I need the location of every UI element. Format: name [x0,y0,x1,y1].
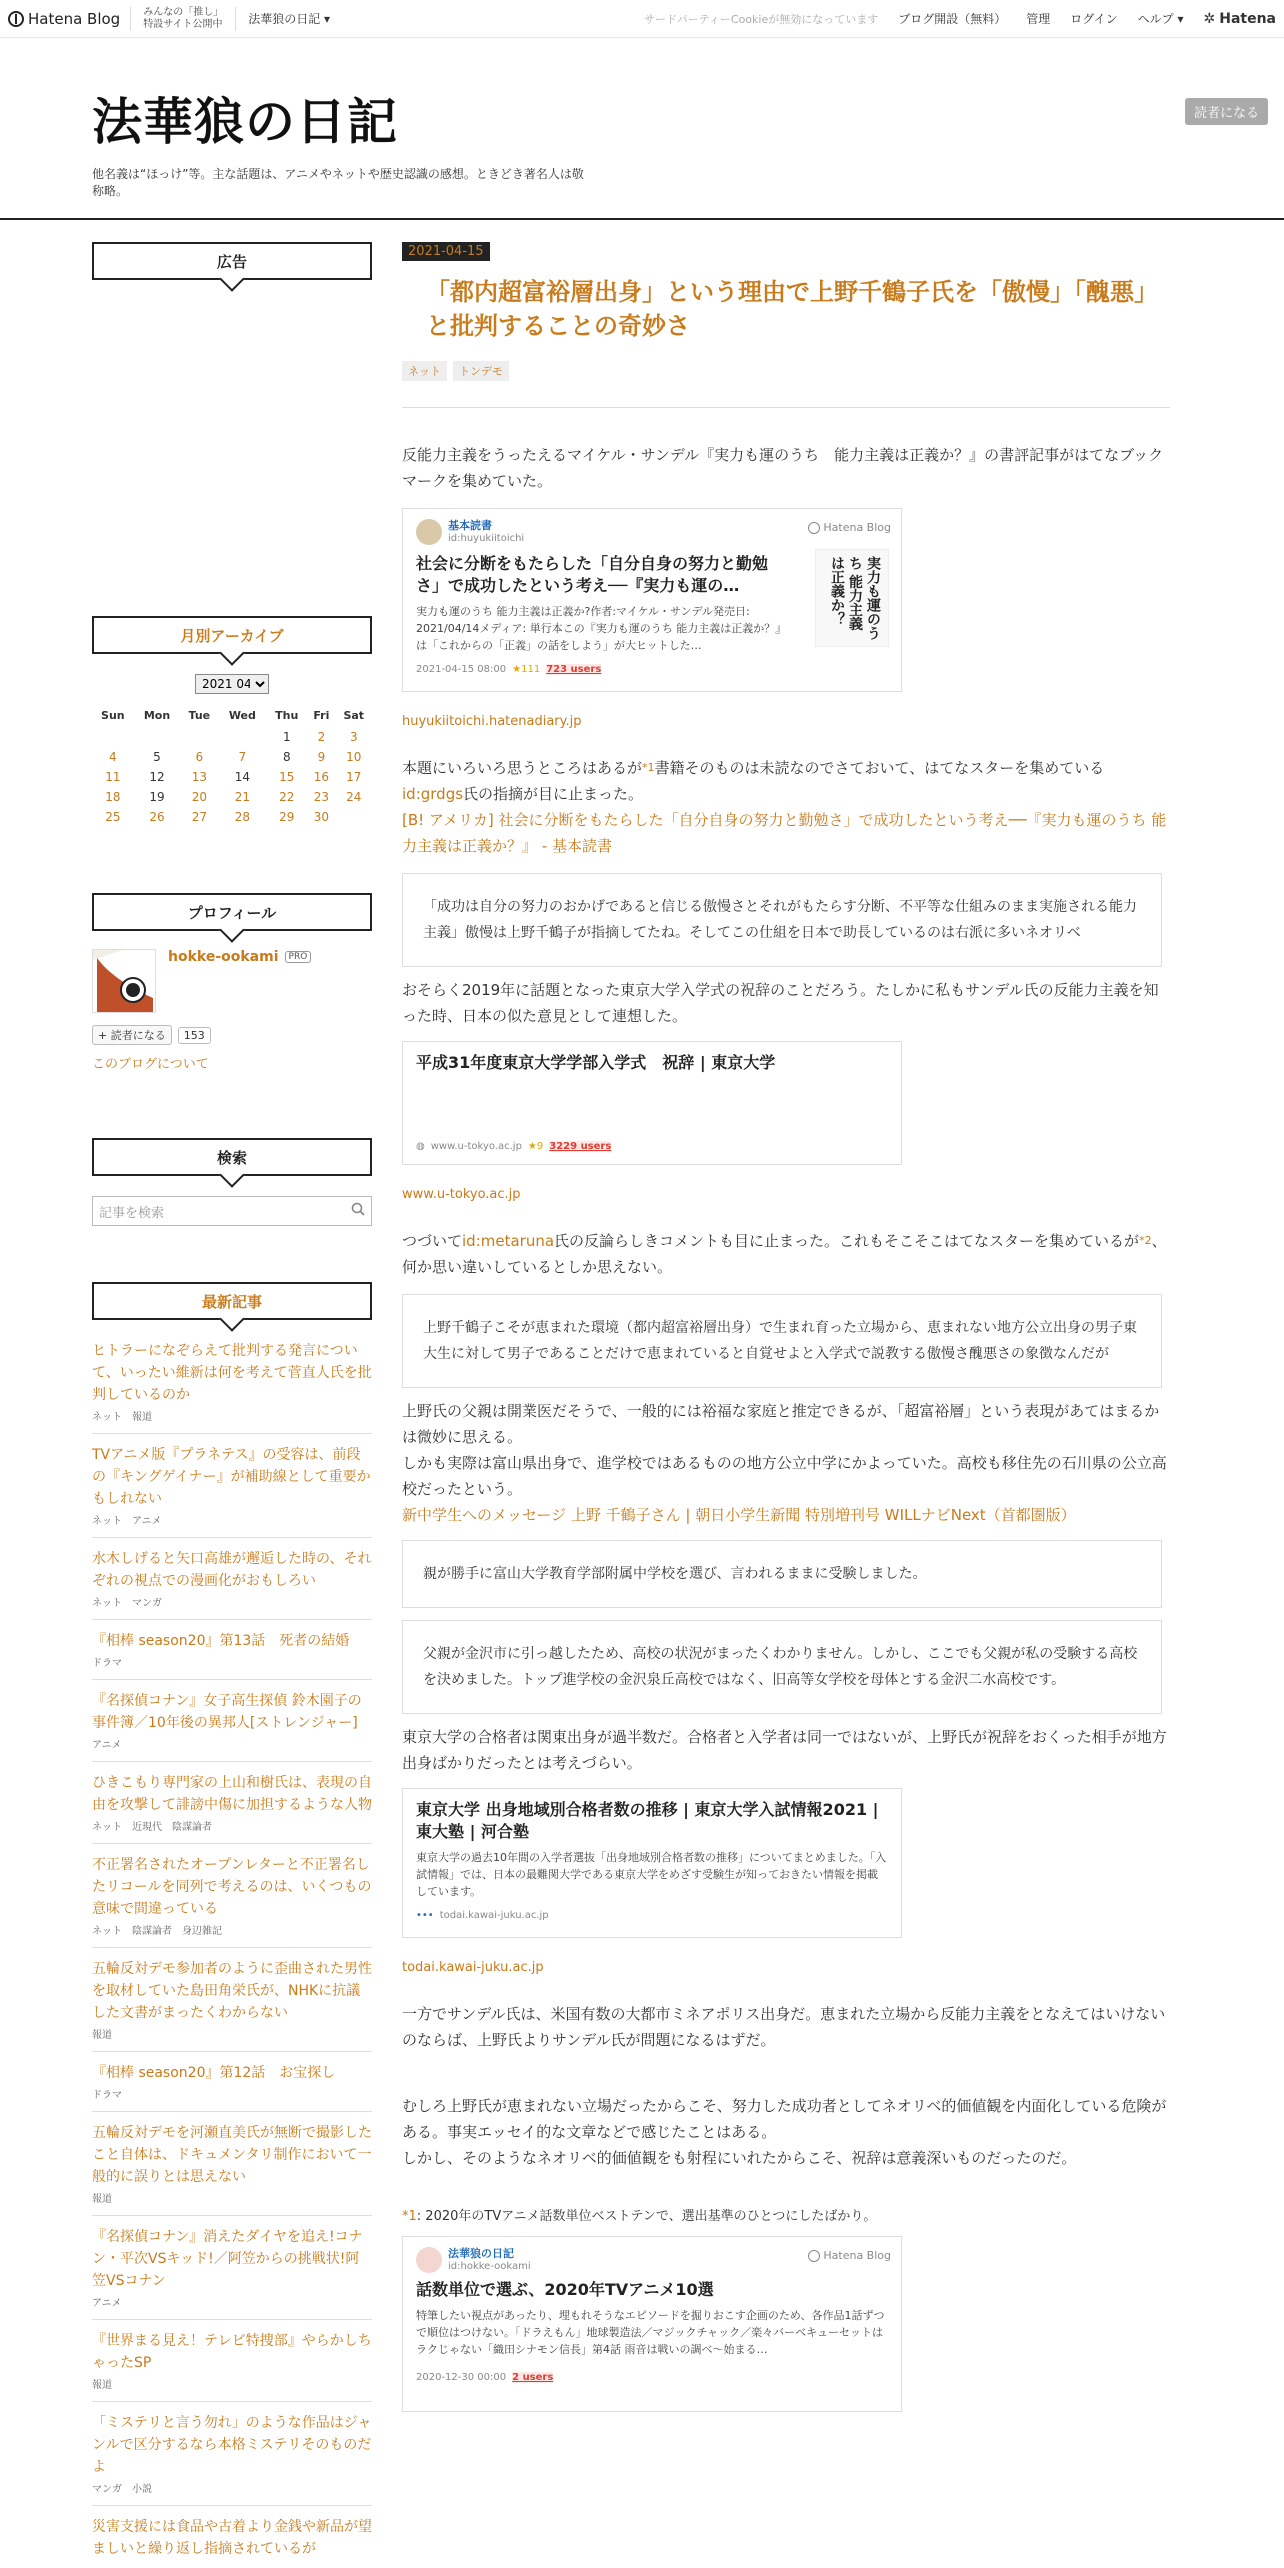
footnote-ref[interactable]: *2 [1139,1234,1152,1247]
subscriber-count: 153 [178,1027,211,1044]
hatena-blog-icon [8,11,24,27]
site-favicon-icon: ••• [416,1910,434,1921]
archive-module-title: 月別アーカイブ [92,616,372,654]
category-link[interactable]: アニメ [92,2298,122,2309]
calendar-day: 19 [149,790,165,804]
paragraph: おそらく2019年に話題となった東京大学入学式の祝辞のことだろう。たしかに私もサンデル氏の反能力主義を知った時、日本の似た意見として連想した。 [402,981,1159,1025]
entry-categories [402,361,1170,381]
category-tag[interactable]: ネット [402,361,447,381]
calendar-day[interactable]: 24 [346,790,362,804]
calendar-day: 1 [282,730,291,744]
recent-entry-link[interactable]: 『相棒 season20』第12話 お宝探し [92,2065,336,2081]
calendar-day[interactable]: 30 [313,810,330,824]
help-menu[interactable]: ヘルプ ▾ [1137,12,1184,26]
card-excerpt: 東京大学の過去10年間の入学者選抜「出身地域別合格者数の推移」についてまとめました。「入試情報」では、日本の最難関大学である東京大学をめざす受験生が知っておきたい情報を掲載しています。 [416,1851,887,1898]
hatena-blog-badge: Hatena Blog [808,2249,891,2262]
calendar-day-header: Wed [228,709,256,722]
calendar-day [336,807,372,827]
calendar-day[interactable]: 3 [349,730,358,744]
recent-entry-link[interactable]: 『相棒 season20』第13話 死者の結婚 [92,1633,350,1649]
blockquote: 「成功は自分の努力のおかげであると信じる傲慢さとそれがもたらす分断、不平等な仕組みのまま実施される能力主義」傲慢は上野千鶴子が指摘してたね。そしてこの仕組を日本で助長しているのは右派に多いネオリベ [402,873,1162,967]
card-date: 2020-12-30 00:00 [416,2372,507,2383]
category-link[interactable]: マンガ [132,1598,162,1609]
recent-entry-categories [92,1922,372,1937]
paragraph: 上野氏の父親は開業医だそうで、一般的には裕福な家庭と推定できるが、「超富裕層」という表現があてはまるかは微妙に思える。 しかも実際は富山県出身で、進学校ではあるものの地方公立中学にかよっていた。高校も移住先の石川県の公立高校だったという。 新中学生へのメッセージ 上野 千鶴子さん | 朝日小学生新聞 特別増刊号 WILLナビNext（首都圏版） [402,1402,1167,1524]
search-module-title: 検索 [92,1138,372,1176]
list-item [92,1948,372,2052]
blog-menu-dropdown[interactable]: 法華狼の日記 ▾ [248,12,331,26]
user-link[interactable]: id:metaruna [462,1232,555,1250]
list-item [92,2052,372,2112]
recent-entry-categories [92,1736,372,1751]
blog-card[interactable]: 法華狼の日記 id:hokke-ookami Hatena Blog 話数単位で選ぶ、2020年TVアニメ10選 特筆したい視点があったり、埋もれそうなエピソードを掘りおこす企画のため、各作品1話ずつで順位はつけない。「ドラえもん」地球製造法／マジックチャック／楽々バーベキューセットはラクじゃない「織田シナモン信長」第4話 雨音は戦いの調べ～始まる… 2020-12-30 00:00 2 users [402,2236,902,2412]
admin-link[interactable]: 管理 [1026,12,1051,26]
category-link[interactable]: 陰謀論者 [132,1926,172,1937]
calendar-day[interactable]: 11 [105,770,121,784]
calendar-day-header: Sun [101,709,125,722]
recent-entry-categories [92,1512,372,1527]
list-item [92,2112,372,2216]
calendar-day[interactable]: 20 [191,790,207,804]
global-header [0,0,1284,38]
open-blog-link[interactable]: ブログ開設（無料） [898,12,1007,26]
calendar-day[interactable]: 27 [191,810,207,824]
hatena-blog-logo[interactable]: Hatena Blog [8,7,131,31]
cookie-notice[interactable]: サードパーティーCookieが無効になっています [643,12,879,26]
recent-entry-link[interactable]: 災害支援には食品や古着より金銭や新品が望ましいと繰り返し指摘されているが [92,2519,372,2557]
globe-icon: ◍ [416,1141,425,1152]
recent-module-title: 最新記事 [92,1282,372,1320]
calendar-day[interactable]: 22 [279,790,295,804]
calendar-day[interactable]: 10 [346,750,362,764]
profile-module-title: プロフィール [92,893,372,931]
blog-header [0,38,1284,220]
card-excerpt: 特筆したい視点があったり、埋もれそうなエピソードを掘りおこす企画のため、各作品1話ずつで順位はつけない。「ドラえもん」地球製造法／マジックチャック／楽々バーベキューセットはラクじゃない「織田シナモン信長」第4話 雨音は戦いの調べ～始まる… [416,2309,885,2356]
footnote-backref[interactable]: *1 [402,2209,417,2224]
paragraph: 反能力主義をうったえるマイケル・サンデル『実力も運のうち 能力主義は正義か？』の書評記事がはてなブックマークを集めていた。 [402,446,1164,490]
recent-entries [92,1340,372,2568]
list-item [92,1340,372,1434]
blockquote: 父親が金沢市に引っ越したため、高校の状況がまったくわかりません。しかし、ここでも父親が私の受験する高校を決めました。トップ進学校の金沢泉丘高校ではなく、旧高等女学校を母体とする金沢二水高校です。 [402,1620,1162,1714]
entry-date[interactable]: 2021-04-15 [402,242,490,261]
calendar-day[interactable]: 17 [346,770,362,784]
recent-entry-link[interactable]: 『名探偵コナン』消えたダイヤを追え!コナン・平次VSキッド!／阿笠からの挑戦状!阿笠VSコナン [92,2229,363,2289]
ad-space [92,280,372,616]
card-stars: ★9 [527,1141,544,1152]
card-source-link[interactable]: www.u-tokyo.ac.jp [402,1187,521,1202]
recent-entry-categories [92,2480,372,2495]
calendar-day[interactable]: 2 [317,730,326,744]
book-cover: 実力も運のうち 能力主義は正義か？ [815,549,889,647]
category-tag[interactable]: トンデモ [453,361,509,381]
recent-entry-link[interactable]: ヒトラーになぞらえて批判する発言について、いったい維新は何を考えて菅直人氏を批判しているのか [92,1343,372,1403]
search-icon[interactable] [351,1202,365,1220]
list-item [92,2506,372,2568]
category-link[interactable]: 報道 [92,2194,112,2205]
category-link[interactable]: アニメ [92,1740,122,1751]
profile-subscribe-button[interactable]: + 読者になる [92,1025,172,1045]
card-title: 平成31年度東京大学学部入学式 祝辞 | 東京大学 [416,1053,776,1072]
blog-description: 他名義は“ほっけ”等。主な話題は、アニメやネットや歴史認識の感想。ときどき著名人は敬称略。 [92,167,584,198]
card-bookmark-users[interactable]: 723 users [546,664,602,675]
calendar-day[interactable]: 18 [105,790,121,804]
recent-entry-categories [92,2376,372,2391]
avatar[interactable] [92,949,156,1013]
sidebar [92,220,372,2568]
list-item [92,1434,372,1538]
recent-entry-categories [92,2026,372,2041]
blog-title[interactable]: 法華狼の日記 [92,93,398,151]
category-link[interactable]: ドラマ [92,2090,122,2101]
list-item [92,1844,372,1948]
category-link[interactable]: アニメ [132,1516,162,1527]
calendar-day: 12 [149,770,165,784]
recent-entry-link[interactable]: 不正署名されたオープンレターと不正署名したリコールを同列で考えるのは、いくつもの意味で間違っている [92,1857,372,1917]
card-date: 2021-04-15 08:00 [416,664,507,675]
calendar-day [92,727,134,747]
about-blog-link[interactable]: このブログについて [92,1057,209,1072]
ad-module-title: 広告 [92,242,372,280]
calendar-day[interactable]: 15 [279,770,295,784]
calendar-day-header: Mon [143,709,171,722]
card-excerpt: 実力も運のうち 能力主義は正義か?作者:マイケル・サンデル発売日: 2021/04/14メディア: 単行本この『実力も運のうち 能力主義は正義か？』は「これからの「正義」の話をしよう」が大ヒットした… [416,605,781,652]
calendar-day[interactable]: 29 [279,810,295,824]
calendar-day [180,727,218,747]
calendar-day: 5 [153,750,161,764]
category-link[interactable]: ネット [92,1822,122,1833]
calendar-day [218,727,266,747]
paragraph: むしろ上野氏が恵まれない立場だったからこそ、努力した成功者としてネオリベ的価値観を内面化している危険がある。事実エッセイ的な文章などで感じたことはある。 しかし、そのようなネオリベ的価値観をも射程にいれたからこそ、祝辞は意義深いものだったのだ。 [402,2097,1167,2167]
paragraph: 一方でサンデル氏は、米国有数の大都市ミネアポリス出身だ。恵まれた立場から反能力主義をとなえてはいけないのならば、上野氏よりサンデル氏が問題になるはずだ。 [402,2005,1166,2049]
footnote-ref[interactable]: *1 [642,761,655,774]
article-source-link[interactable]: 新中学生へのメッセージ 上野 千鶴子さん | 朝日小学生新聞 特別増刊号 WILLナビNext（首都圏版） [402,1506,1076,1524]
calendar-day[interactable]: 13 [191,770,207,784]
list-item [92,2216,372,2320]
archive-calendar [92,706,372,827]
footnote: *1: 2020年のTVアニメ話数単位ベストテンで、選出基準のひとつにしたばかり。 [402,2209,877,2224]
list-item [92,2320,372,2402]
recent-entry-categories [92,1818,372,1833]
card-avatar [416,519,442,545]
paragraph: 東京大学の合格者は関東出身が過半数だ。合格者と入学者は同一ではないが、上野氏が祝辞をおくった相手が地方出身ばかりだったとは考えづらい。 [402,1728,1167,1772]
divider [402,407,1170,408]
calendar-day[interactable]: 21 [234,790,250,804]
calendar-day[interactable]: 23 [313,790,330,804]
card-title: 話数単位で選ぶ、2020年TVアニメ10選 [416,2280,714,2299]
calendar-day[interactable]: 26 [149,810,165,824]
category-link[interactable]: ドラマ [92,1658,122,1669]
list-item [92,1680,372,1762]
blog-card[interactable]: 基本読書 id:huyukiitoichi Hatena Blog 社会に分断をもたらした「自分自身の努力と勤勉さ」で成功したという考え──『実力も運の… 実力も運のうち 能力主義は正義か?作者:マイケル・サンデル発売日: 2021/04/14メディア: 単行本この『実力も運のうち 能力主義は正義か？』は「これからの「正義」の話をしよう」が大ヒットした… 2021-04-15 08:00 ★111 723 users 実力も運のうち 能力主義は正義か？ [402,508,902,692]
recent-entry-categories [92,2190,372,2205]
blockquote: 親が勝手に富山大学教育学部附属中学校を選び、言われるままに受験しました。 [402,1540,1162,1608]
category-link[interactable]: 報道 [132,1412,152,1423]
recent-entry-link[interactable]: 五輪反対デモ参加者のように歪曲された男性を取材していた島田角栄氏が、NHKに抗議した文書がまったくわからない [92,1961,372,2021]
calendar-day-header: Sat [343,709,365,722]
card-stars: ★111 [512,664,541,675]
calendar-day[interactable]: 6 [195,750,204,764]
recent-entry-link[interactable]: 水木しげると矢口高雄が邂逅した時の、それぞれの視点での漫画化がおもしろい [92,1551,372,1589]
card-bookmark-users[interactable]: 3229 users [549,1141,612,1152]
card-title: 社会に分断をもたらした「自分自身の努力と勤勉さ」で成功したという考え──『実力も運の… [416,554,769,595]
category-link[interactable]: ネット [92,1926,122,1937]
hatena-star-icon: ✲ [1203,10,1216,27]
category-link[interactable]: 小説 [132,2484,152,2495]
calendar-day-header: Fri [313,709,330,722]
recent-entry-link[interactable]: 『名探偵コナン』女子高生探偵 鈴木園子の事件簿／10年後の異邦人[ストレンジャー] [92,1693,362,1731]
list-item [92,2402,372,2506]
hatena-blog-badge: Hatena Blog [808,521,891,534]
category-link[interactable]: 報道 [92,2380,112,2391]
list-item [92,1538,372,1620]
calendar-day: 8 [282,750,291,764]
search-input[interactable]: 記事を検索 [92,1196,372,1226]
recent-entry-link[interactable]: ひきこもり専門家の上山和樹氏は、表現の自由を攻撃して誹謗中傷に加担するような人物 [92,1775,372,1813]
card-avatar [416,2247,442,2273]
calendar-day[interactable]: 7 [238,750,247,764]
article [402,220,1170,2568]
card-source-link[interactable]: huyukiitoichi.hatenadiary.jp [402,714,582,729]
category-link[interactable]: 陰謀論者 [172,1822,212,1833]
card-bookmark-users[interactable]: 2 users [512,2372,554,2383]
list-item [92,1762,372,1844]
calendar-day[interactable]: 28 [234,810,250,824]
paragraph: つづいてid:metaruna氏の反論らしきコメントも目に止まった。これもそこそこはてなスターを集めているが$^{*2}$、何か思い違いしているとしか思えない。 [402,1232,1167,1276]
category-link[interactable]: 報道 [92,2030,112,2041]
user-link[interactable]: id:grdgs [402,785,464,803]
hatena-blog-icon [808,522,820,534]
recent-entry-link[interactable]: 「ミステリと言う勿れ」のような作品はジャンルで区分するなら本格ミステリそのものだよ [92,2415,372,2475]
category-link[interactable]: 身辺雑記 [182,1926,222,1937]
recent-entry-categories [92,1654,372,1669]
calendar-day[interactable]: 16 [313,770,330,784]
link-card[interactable] [402,1041,902,1165]
card-source-link[interactable]: todai.kawai-juku.ac.jp [402,1960,544,1975]
blockquote: 上野千鶴子こそが恵まれた環境（都内超富裕層出身）で生まれ育った立場から、恵まれない地方公立出身の男子東大生に対して男子であることだけで恵まれていると自覚せよと入学式で説教する傲慢さ醜悪さの象徴なんだが [402,1294,1162,1388]
promo-banner[interactable]: みんなの「推し」 特設サイト公開中 [131,7,236,31]
profile-name[interactable]: hokke-ookami [168,949,279,965]
recent-entry-categories [92,1408,372,1423]
category-link[interactable]: マンガ [92,2484,122,2495]
hatena-blog-icon [808,2250,820,2262]
recent-entry-categories [92,2294,372,2309]
calendar-day[interactable]: 25 [105,810,121,824]
bookmark-link[interactable]: [B! アメリカ] 社会に分断をもたらした「自分自身の努力と勤勉さ」で成功したという考え──『実力も運のうち 能力主義は正義か？』 - 基本読書 [402,811,1167,855]
recent-entry-categories [92,1594,372,1609]
calendar-day[interactable]: 4 [109,750,117,764]
calendar-day [134,727,181,747]
card-site: www.u-tokyo.ac.jp [430,1141,522,1152]
subscribe-button[interactable]: 読者になる [1185,98,1268,125]
category-link[interactable]: 近現代 [132,1822,162,1833]
calendar-day[interactable]: 9 [317,750,326,764]
recent-entry-categories [92,2086,372,2101]
hatena-menu[interactable]: ✲ Hatena [1203,10,1276,27]
category-link[interactable]: ネット [92,1598,122,1609]
entry-title[interactable]: 「都内超富裕層出身」という理由で上野千鶴子氏を「傲慢」「醜悪」と批判することの奇妙さ [426,278,1146,340]
category-link[interactable]: ネット [92,1412,122,1423]
recent-entry-link[interactable]: TVアニメ版『プラネテス』の受容は、前段の『キングゲイナー』が補助線として重要かもしれない [92,1447,371,1507]
calendar-day-header: Thu [275,709,299,722]
recent-entry-link[interactable]: 『世界まる見え！テレビ特捜部』やらかしちゃったSP [92,2333,372,2371]
list-item [92,1620,372,1680]
card-site: todai.kawai-juku.ac.jp [439,1910,549,1921]
calendar-day: 14 [234,770,250,784]
recent-entry-link[interactable]: 五輪反対デモを河瀬直美氏が無断で撮影したこと自体は、ドキュメンタリ制作において一般的に誤りとは思えない [92,2125,372,2185]
link-card[interactable] [402,1788,902,1938]
archive-month-select[interactable] [195,674,269,694]
paragraph: 本題にいろいろ思うところはあるが$^{*1}$書籍そのものは未読なのでさておいて、はてなスターを集めている id:grdgs氏の指摘が目に止まった。 [B! アメリカ] 社会に分断をもたらした「自分自身の努力と勤勉さ」で成功したという考え──『実力も運のうち 能力主義は正義か？』 - 基本読書 [402,759,1167,855]
pro-badge: PRO [285,951,312,963]
calendar-day-header: Tue [188,709,211,722]
card-title: 東京大学 出身地域別合格者数の推移 | 東京大学入試情報2021 | 東大塾 | 河合塾 [416,1800,879,1841]
login-link[interactable]: ログイン [1070,12,1118,26]
category-link[interactable]: ネット [92,1516,122,1527]
